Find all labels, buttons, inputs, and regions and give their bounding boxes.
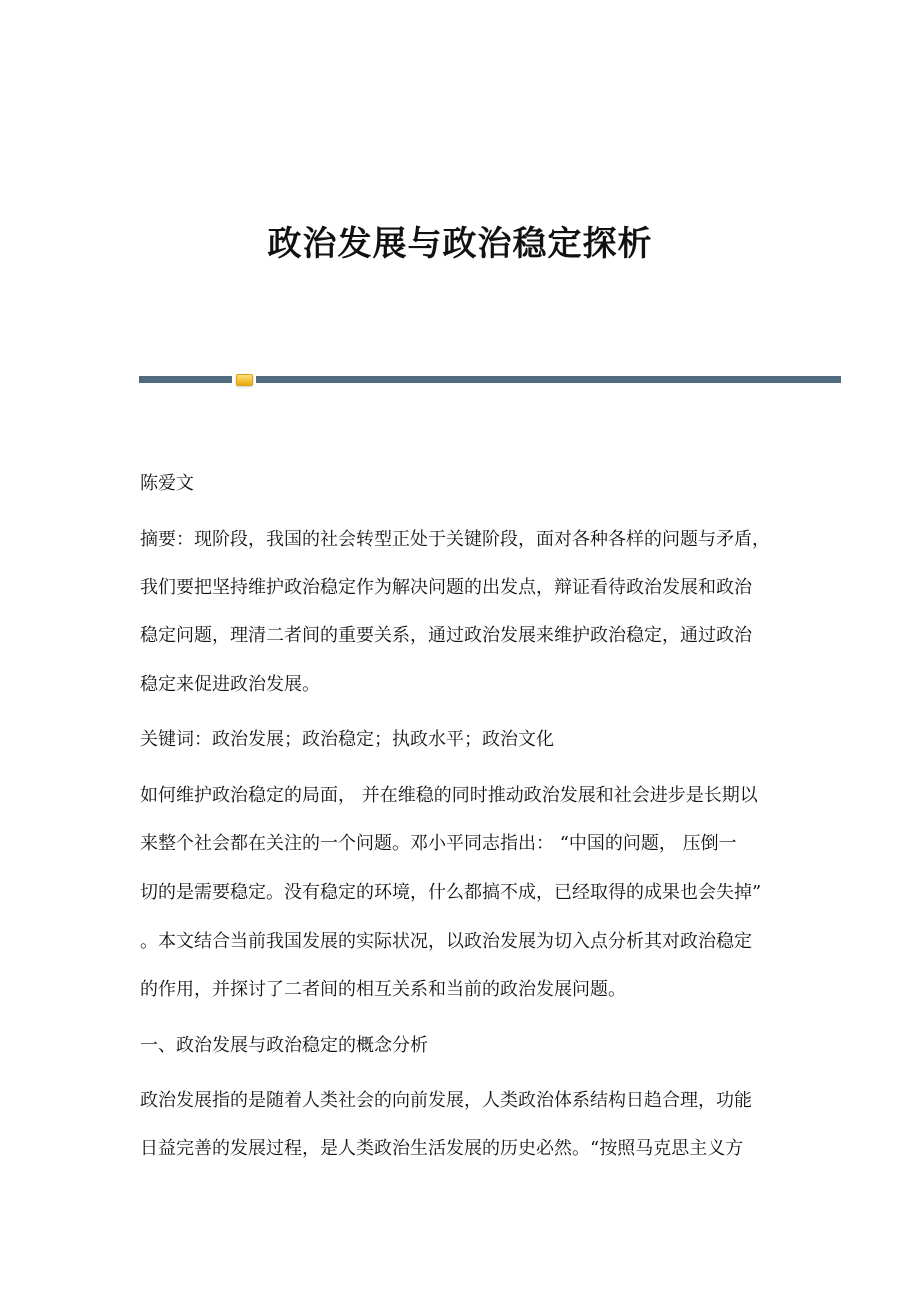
divider-right: [256, 376, 841, 383]
keywords: 关键词：政治发展；政治稳定；执政水平；政治文化: [140, 729, 554, 750]
body-line: 如何维护政治稳定的局面， 并在维稳的同时推动政治发展和社会进步是长期以: [140, 785, 758, 806]
section-heading: 一、政治发展与政治稳定的概念分析: [140, 1035, 428, 1056]
abstract-line: 稳定问题，理清二者间的重要关系，通过政治发展来维护政治稳定，通过政治: [140, 625, 752, 646]
divider-left: [139, 376, 232, 383]
document-title: 政治发展与政治稳定探析: [267, 224, 653, 264]
body-line: 政治发展指的是随着人类社会的向前发展，人类政治体系结构日趋合理，功能: [140, 1090, 752, 1111]
body-line: 。本文结合当前我国发展的实际状况，以政治发展为切入点分析其对政治稳定: [140, 931, 752, 952]
abstract-line: 摘要：现阶段，我国的社会转型正处于关键阶段，面对各种各样的问题与矛盾，: [140, 529, 770, 550]
abstract-line: 我们要把坚持维护政治稳定作为解决问题的出发点，辩证看待政治发展和政治: [140, 577, 752, 598]
body-line: 切的是需要稳定。没有稳定的环境，什么都搞不成，已经取得的成果也会失掉”: [140, 882, 762, 903]
abstract-line: 稳定来促进政治发展。: [140, 674, 320, 695]
divider-ornament-icon: [236, 374, 253, 386]
body-line: 的作用，并探讨了二者间的相互关系和当前的政治发展问题。: [140, 979, 626, 1000]
body-line: 日益完善的发展过程，是人类政治生活发展的历史必然。“按照马克思主义方: [140, 1138, 744, 1159]
author: 陈爱文: [140, 473, 194, 494]
body-line: 来整个社会都在关注的一个问题。邓小平同志指出： “中国的问题， 压倒一: [140, 833, 737, 854]
